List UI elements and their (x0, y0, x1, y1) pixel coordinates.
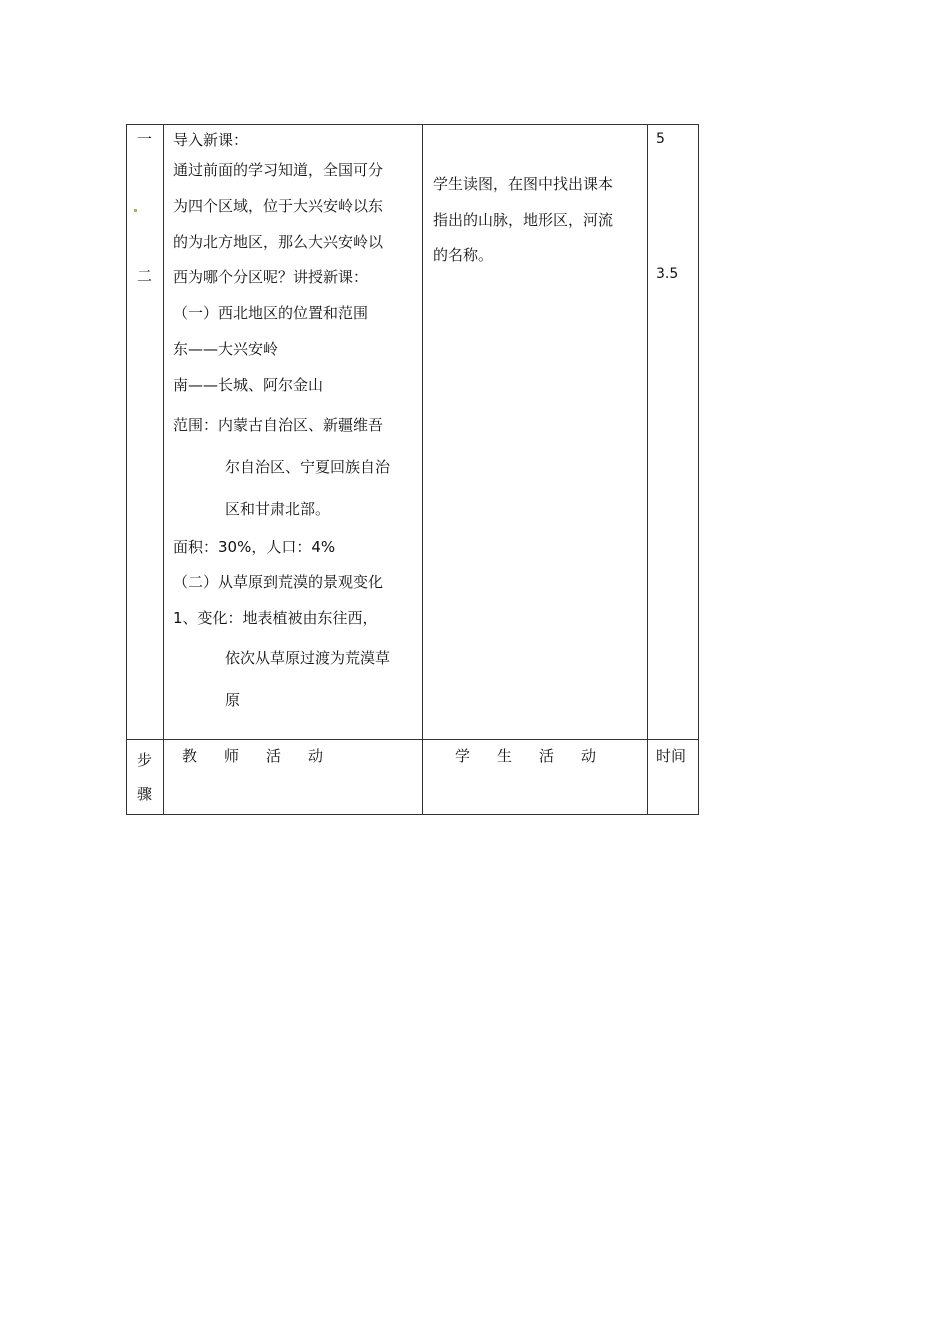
teacher-line: （二）从草原到荒漠的景观变化 (173, 573, 384, 592)
header-teacher-activity (164, 740, 423, 815)
teacher-activity-cell (164, 125, 423, 740)
header-time: 时间 (648, 740, 699, 815)
table-header-row (127, 740, 699, 815)
teacher-line: 原 (225, 690, 241, 709)
teacher-line: 导入新课： (173, 131, 249, 149)
time-value-two: 3.5 (656, 266, 679, 282)
teacher-line: 面积：30%，人口：4% (173, 537, 336, 556)
header-char: 动 (308, 747, 324, 765)
header-char: 动 (581, 747, 597, 765)
teacher-line: 依次从草原过渡为荒漠草 (225, 648, 391, 667)
time-cell (648, 125, 699, 740)
teacher-line: 区和甘肃北部。 (225, 499, 331, 518)
student-activity-cell (423, 125, 648, 740)
teacher-line: 尔自治区、宁夏回族自治 (225, 457, 391, 476)
header-student-activity (423, 740, 648, 815)
teacher-line: 的为北方地区，那么大兴安岭以 (173, 232, 384, 251)
student-line: 学生读图，在图中找出课本 (433, 175, 614, 193)
student-line: 指出的山脉，地形区，河流 (433, 210, 614, 229)
lesson-content-row (127, 125, 699, 740)
header-step-bottom: 骤 (137, 785, 153, 803)
teacher-line: 通过前面的学习知道，全国可分 (173, 161, 384, 179)
lesson-plan-table (126, 124, 699, 815)
teacher-line: 南——长城、阿尔金山 (173, 375, 324, 394)
header-char: 师 (224, 747, 240, 765)
teacher-line: 1、变化：地表植被由东往西， (173, 609, 378, 628)
lesson-plan-sheet (126, 124, 698, 814)
time-value-one: 5 (656, 131, 665, 147)
header-char: 活 (266, 747, 282, 765)
student-line: 的名称。 (433, 246, 494, 264)
step-cell (127, 125, 164, 740)
header-char: 教 (182, 747, 198, 765)
step-number-two: 二 (137, 267, 153, 285)
header-char: 生 (497, 747, 513, 765)
teacher-line: 东——大兴安岭 (173, 339, 279, 358)
step-number-one: 一 (137, 130, 153, 148)
header-char: 活 (539, 747, 555, 765)
teacher-line: 范围：内蒙古自治区、新疆维吾 (173, 415, 384, 434)
ink-dot (134, 209, 137, 212)
header-step-top: 步 (137, 751, 153, 769)
teacher-line: 为四个区域，位于大兴安岭以东 (173, 196, 384, 215)
teacher-line: （一）西北地区的位置和范围 (173, 304, 369, 323)
header-char: 学 (455, 747, 471, 765)
teacher-line: 西为哪个分区呢？讲授新课： (173, 268, 369, 287)
header-step (127, 740, 164, 815)
